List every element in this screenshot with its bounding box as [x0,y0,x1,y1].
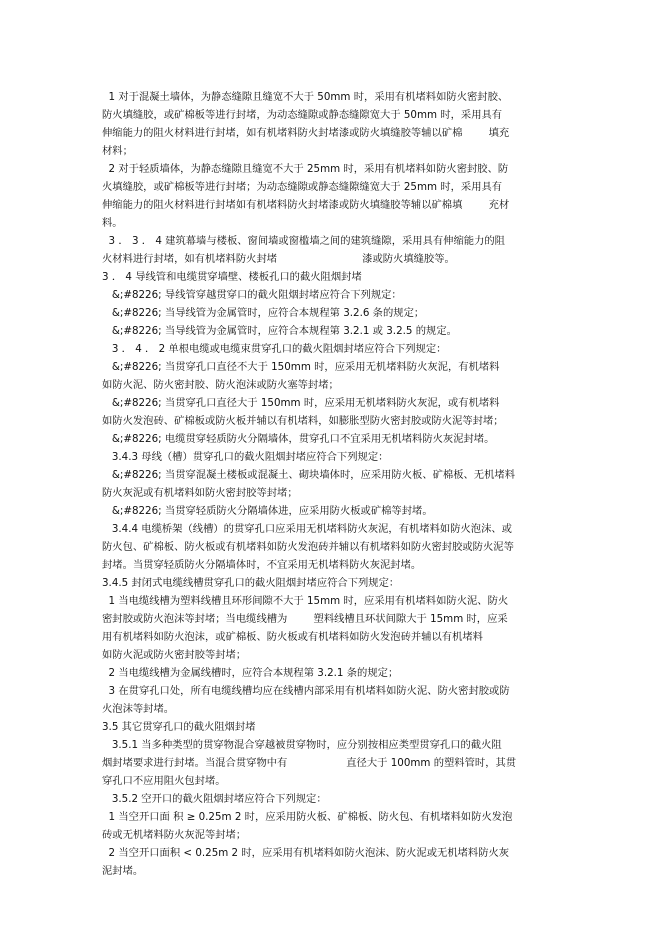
text-line: 砖或无机堵料防火灰泥等封堵； [102,829,247,841]
text-line: 用有机堵料如防火泡沫，或矿棉板、防火板或有机堵料如防火发泡砖并辅以有机堵料 [102,631,483,643]
text-line: 3.5.2 空开口的截火阻烟封堵应符合下列规定： [102,793,327,805]
section-heading: 3 ． 4 导线管和电缆贯穿墙壁、楼板孔口的截火阻烟封堵 [102,271,362,283]
text-line: &;#8226; 当贯穿轻质防火分隔墙体进，应采用防火板或矿棉等封堵。 [102,505,433,517]
text-line: 火填缝胶，或矿棉板等进行封堵；为动态缝隙或静态缝隙缝宽大于 25mm 时，采用具有 [102,181,503,193]
text-line: 火泡沫等封堵。 [102,703,175,715]
text-line: &;#8226; 当贯穿混凝土楼板或混凝土、砌块墙体时，应采用防火板、矿棉板、无机堵料 [102,469,515,481]
text-line: &;#8226; 当贯穿孔口直径不大于 150mm 时，应采用无机堵料防火灰泥，有机堵料 [102,361,500,373]
text-line: 3.4.4 电缆桥架（线槽）的贯穿孔口应采用无机堵料防火灰泥，有机堵料如防火泡沫、或 [102,523,512,535]
text-line: 伸缩能力的阻火材料进行封堵，如有机堵料防火封堵漆或防火填缝胶等辅以矿棉 填充 [102,127,510,139]
text-line: 防火包、矿棉板、防火板或有机堵料如防火发泡砖并辅以有机堵料如防火密封胶或防火泥等 [102,541,514,553]
text-line: 2 对于轻质墙体，为静态缝隙且缝宽不大于 25mm 时，采用有机堵料如防火密封胶、防 [102,163,509,175]
text-line: &;#8226; 导线管穿越贯穿口的截火阻烟封堵应符合下列规定： [102,289,402,301]
text-line: 密封胶或防火泡沫等封堵；当电缆线槽为 塑料线槽且环状间隙大于 15mm 时，应采 [102,613,508,625]
text-line: 伸缩能力的阻火材料进行封堵如有机堵料防火封堵漆或防火填缝胶等辅以矿棉填 充材 [102,199,510,211]
text-line: 3 在贯穿孔口处，所有电缆线槽均应在线槽内部采用有机堵料如防火泥、防火密封胶或防 [102,685,510,697]
text-line: 穿孔口不应用阻火包封堵。 [102,775,226,787]
text-line: 泥封堵。 [102,865,144,877]
text-line: 1 当空开口面 积 ≥ 0.25m 2 时，应采用防火板、矿棉板、防火包、有机堵料如防火发泡 [102,811,513,823]
text-line: 2 当空开口面积 < 0.25m 2 时，应采用有机堵料如防火泡沫、防火泥或无机堵料防火灰 [102,847,510,859]
text-line: 如防火泥、防火密封胶、防火泡沫或防火塞等封堵； [102,379,339,391]
text-line: 料。 [102,217,123,229]
text-line: 材料； [102,145,133,157]
text-line: &;#8226; 当导线管为金属管时，应符合本规程第 3.2.1 或 3.2.5 的规定。 [102,325,457,337]
text-line: 3 ． 4 ． 2 单根电缆或电缆束贯穿孔口的截火阻烟封堵应符合下列规定： [102,343,447,355]
section-heading: 3.5 其它贯穿孔口的截火阻烟封堵 [102,721,256,733]
section-heading: 3.4.5 封闭式电缆线槽贯穿孔口的截火阻烟封堵应符合下列规定： [102,577,400,589]
text-line: 火材料进行封堵，如有机堵料防火封堵 漆或防火填缝胶等。 [102,253,455,265]
text-line: 防火灰泥或有机堵料如防火密封胶等封堵； [102,487,298,499]
text-line: &;#8226; 当贯穿孔口直径大于 150mm 时，应采用无机堵料防火灰泥，或有机堵料 [102,397,500,409]
text-line: 如防火发泡砖、矿棉板或防火板并辅以有机堵料，如膨胀型防火密封胶或防火泥等封堵； [102,415,504,427]
text-line: 1 当电缆线槽为塑料线槽且环形间隙不大于 15mm 时，应采用有机堵料如防火泥、防火 [102,595,509,607]
text-line: 3.4.3 母线（槽）贯穿孔口的截火阻烟封堵应符合下列规定： [102,451,389,463]
text-line: 烟封堵要求进行封堵。当混合贯穿物中有 直径大于 100mm 的塑料管时，其贯 [102,757,517,769]
text-line: 2 当电缆线槽为金属线槽时，应符合本规程第 3.2.1 条的规定； [102,667,399,679]
text-line: 封堵。当贯穿轻质防火分隔墙体时，不宜采用无机堵料防火灰泥封堵。 [102,559,422,571]
text-line: 如防火泥或防火密封胶等封堵； [102,649,247,661]
text-line: &;#8226; 电缆贯穿轻质防火分隔墙体，贯穿孔口不宜采用无机堵料防火灰泥封堵。 [102,433,495,445]
text-line: &;#8226; 当导线管为金属管时，应符合本规程第 3.2.6 条的规定； [102,307,425,319]
text-line: 防火填缝胶，或矿棉板等进行封堵，为动态缝隙或静态缝隙宽大于 50mm 时，采用具有 [102,109,503,121]
text-line: 3 ． 3 ． 4 建筑幕墙与楼板、窗间墙或窗槛墙之间的建筑缝隙，采用具有伸缩能力的阻 [102,235,505,247]
text-line: 3.5.1 当多种类型的贯穿物混合穿越被贯穿物时，应分别按相应类型贯穿孔口的截火阻 [102,739,502,751]
text-line: 1 对于混凝土墙体，为静态缝隙且缝宽不大于 50mm 时，采用有机堵料如防火密封胶、 [102,91,509,103]
